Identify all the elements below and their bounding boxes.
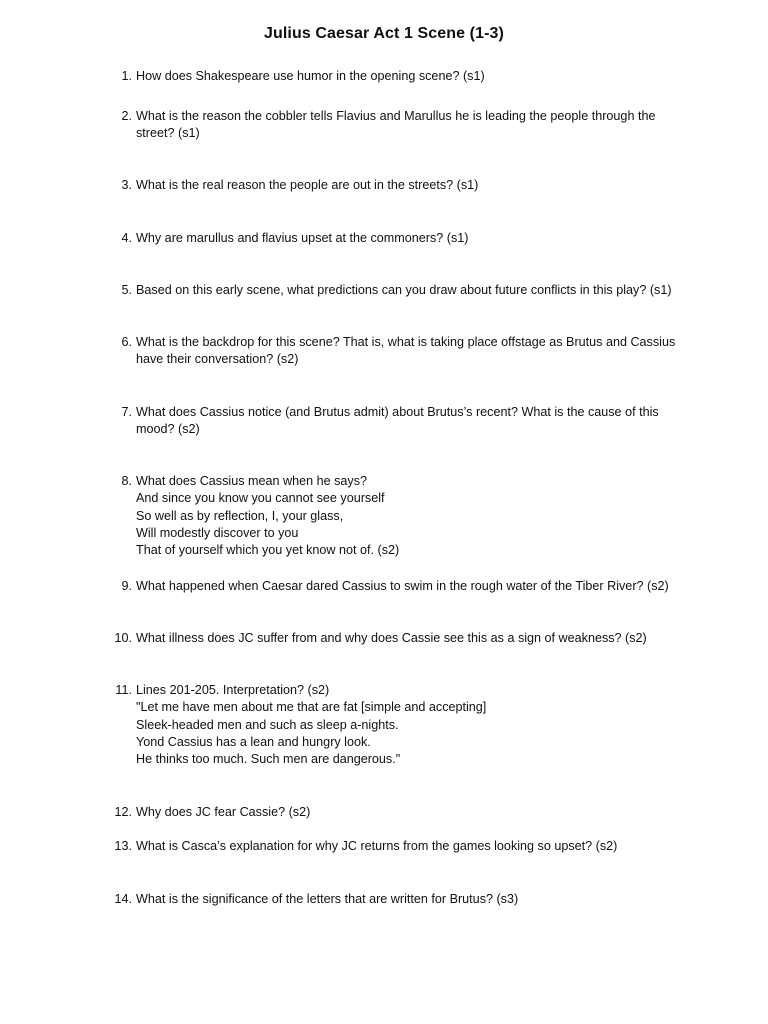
quote-line: "Let me have men about me that are fat [simple and accepting] — [136, 700, 487, 715]
question-line: What is Casca’s explanation for why JC returns from the games looking so upset? (s2) — [136, 839, 618, 853]
question-number: 5. — [121, 283, 132, 297]
question-number: 6. — [121, 335, 132, 349]
question-text — [136, 230, 681, 247]
question-line: What illness does JC suffer from and why does Cassie see this as a sign of weakness? (s2) — [136, 631, 647, 645]
page-title: Julius Caesar Act 1 Scene (1-3) — [264, 25, 504, 42]
question-text — [136, 282, 681, 299]
quote-line: And since you know you cannot see yourself — [136, 491, 385, 506]
question-line: What is the real reason the people are out in the streets? (s1) — [136, 178, 479, 192]
question-text — [136, 177, 681, 194]
question-text — [136, 404, 681, 439]
question-text — [136, 682, 681, 768]
question-text — [136, 578, 681, 595]
question-number: 14. — [114, 892, 132, 906]
question-line: Why does JC fear Cassie? (s2) — [136, 805, 311, 819]
question-line: How does Shakespeare use humor in the opening scene? (s1) — [136, 69, 485, 83]
question-text — [136, 804, 681, 821]
question-number: 3. — [121, 178, 132, 192]
quote-line: Sleek-headed men and such as sleep a-nights. — [136, 717, 399, 732]
question-line: Why are marullus and flavius upset at the commoners? (s1) — [136, 231, 469, 245]
question-text — [136, 108, 681, 143]
question-text — [136, 630, 681, 647]
question-text — [136, 473, 681, 559]
question-line: What is the significance of the letters that are written for Brutus? (s3) — [136, 892, 519, 906]
quote-line: Yond Cassius has a lean and hungry look. — [136, 734, 371, 749]
question-text — [136, 68, 681, 85]
quote-line: He thinks too much. Such men are dangerous." — [136, 752, 401, 767]
quote-line: That of yourself which you yet know not of. (s2) — [136, 543, 400, 558]
question-number: 1. — [121, 69, 132, 83]
question-text — [136, 334, 681, 369]
question-line: What is the backdrop for this scene? That is, what is taking place offstage as Brutus and Cassius — [136, 335, 676, 349]
quote-line: So well as by reflection, I, your glass, — [136, 508, 344, 523]
question-number: 4. — [121, 231, 132, 245]
question-line: What does Cassius notice (and Brutus admit) about Brutus’s recent? What is the cause of this — [136, 405, 659, 419]
question-number: 9. — [121, 579, 132, 593]
question-number: 10. — [114, 631, 132, 645]
question-number: 7. — [121, 405, 132, 419]
question-line: What happened when Caesar dared Cassius to swim in the rough water of the Tiber River? (s2) — [136, 579, 669, 593]
question-line: Based on this early scene, what predictions can you draw about future conflicts in this play? (s1) — [136, 283, 672, 297]
question-number: 2. — [121, 109, 132, 123]
question-text — [136, 891, 681, 908]
question-line: have their conversation? (s2) — [136, 352, 299, 367]
question-line: Lines 201-205. Interpretation? (s2) — [136, 683, 330, 697]
quote-line: Will modestly discover to you — [136, 525, 299, 540]
question-number: 13. — [114, 839, 132, 853]
question-number: 8. — [121, 474, 132, 488]
question-line: mood? (s2) — [136, 422, 200, 437]
question-line: What is the reason the cobbler tells Flavius and Marullus he is leading the people through the — [136, 109, 656, 123]
question-text — [136, 838, 681, 855]
question-line: What does Cassius mean when he says? — [136, 474, 368, 488]
question-number: 11. — [115, 683, 132, 697]
question-number: 12. — [114, 805, 132, 819]
question-line: street? (s1) — [136, 126, 200, 141]
